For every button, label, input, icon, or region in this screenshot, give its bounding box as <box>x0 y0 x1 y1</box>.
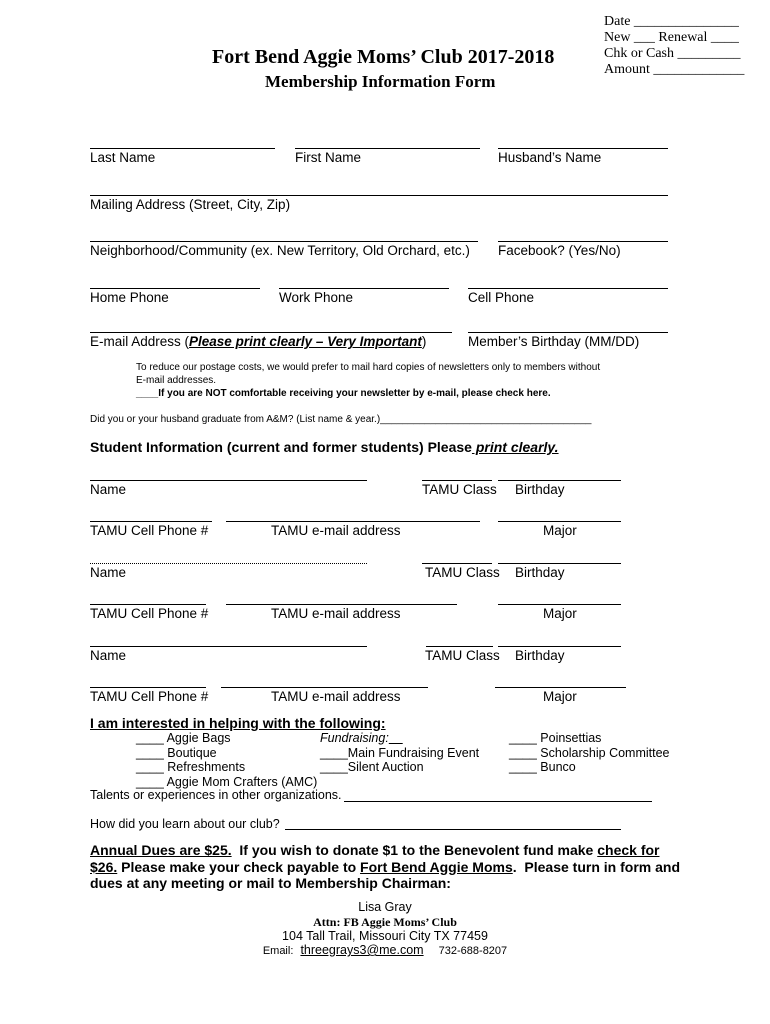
student3-name-label: Name <box>90 648 127 663</box>
chairman-email-link[interactable]: threegrays3@me.com <box>300 943 424 957</box>
last-name-line[interactable] <box>90 148 275 149</box>
payable-to: Fort Bend Aggie Moms <box>360 858 513 875</box>
student3-email-label: TAMU e-mail address <box>271 689 401 704</box>
facebook-line[interactable] <box>498 241 668 242</box>
how-learn-line[interactable] <box>285 829 621 830</box>
student3-birthday-line[interactable] <box>498 646 621 647</box>
student2-phone-label: TAMU Cell Phone # <box>90 606 209 621</box>
form-subtitle: Membership Information Form <box>265 72 496 91</box>
student2-name-line[interactable] <box>90 563 367 564</box>
office-new-renewal-field[interactable]: New ___ Renewal ____ <box>604 30 739 45</box>
interest-bunco[interactable]: ____ Bunco <box>509 760 576 774</box>
student2-email-label: TAMU e-mail address <box>271 606 401 621</box>
chairman-address: 104 Tall Trail, Missouri City TX 77459 <box>282 929 488 943</box>
mailing-address-label: Mailing Address (Street, City, Zip) <box>90 197 291 212</box>
newsletter-notice-line1: To reduce our postage costs, we would prefer to mail hard copies of newsletters only to members without <box>136 362 601 373</box>
chairman-attn: Attn: FB Aggie Moms’ Club <box>313 915 457 929</box>
mailing-address-line[interactable] <box>90 195 668 196</box>
student1-birthday-line[interactable] <box>498 480 621 481</box>
student2-email-line[interactable] <box>226 604 457 605</box>
work-phone-line[interactable] <box>279 288 449 289</box>
student1-major-line[interactable] <box>498 521 621 522</box>
student1-name-line[interactable] <box>90 480 367 481</box>
office-use-block <box>604 14 744 78</box>
office-date-field[interactable]: Date _______________ <box>604 14 739 29</box>
dues-paragraph: Annual Dues are $25. If you wish to donate $1 to the Benevolent fund make check for $26. Please make your check payable to Fort Bend Aggie Moms. Please turn in form and dues at any meeting or mail to Membership Chairman: <box>90 842 690 892</box>
student1-class-label: TAMU Class <box>422 482 497 497</box>
member-birthday-line[interactable] <box>468 332 668 333</box>
annual-dues: Annual Dues are $25. <box>90 842 232 858</box>
student3-class-line[interactable] <box>426 646 493 647</box>
first-name-line[interactable] <box>295 148 480 149</box>
fundraising-heading: Fundraising: <box>320 731 389 745</box>
first-name-label: First Name <box>295 150 362 165</box>
interest-aggie-mom-crafters[interactable]: ____ Aggie Mom Crafters (AMC) <box>136 774 318 789</box>
student3-email-line[interactable] <box>221 687 428 688</box>
interest-scholarship-committee[interactable]: ____ Scholarship Committee <box>509 745 670 760</box>
interest-silent-auction[interactable]: ____Silent Auction <box>320 760 424 774</box>
student1-phone-line[interactable] <box>90 521 212 522</box>
student3-phone-label: TAMU Cell Phone # <box>90 689 209 704</box>
graduate-question[interactable]: Did you or your husband graduate from A&M? (List name & year.)______________________________________ <box>90 414 592 425</box>
student3-major-label: Major <box>543 689 577 704</box>
student2-major-line[interactable] <box>498 604 621 605</box>
student-info-emphasis: print clearly. <box>471 439 559 455</box>
husbands-name-line[interactable] <box>498 148 668 149</box>
student1-name-label: Name <box>90 482 127 497</box>
newsletter-notice-line2: E-mail addresses. <box>136 375 217 386</box>
student2-major-label: Major <box>543 606 577 621</box>
how-learn-label: How did you learn about our club? <box>90 817 280 831</box>
student-info-heading: Student Information (current and former students) Please print clearly. <box>90 439 559 455</box>
student2-phone-line[interactable] <box>90 604 206 605</box>
student1-major-label: Major <box>543 523 577 538</box>
student2-birthday-line[interactable] <box>498 563 621 564</box>
chairman-name: Lisa Gray <box>358 900 412 914</box>
office-chk-cash-field[interactable]: Chk or Cash _________ <box>604 46 741 61</box>
fundraising-blank[interactable] <box>389 731 403 745</box>
interest-main-fundraising-event[interactable]: ____Main Fundraising Event <box>320 745 480 760</box>
interests-col3 <box>509 731 670 775</box>
email-line[interactable] <box>90 332 452 333</box>
husbands-name-label: Husband’s Name <box>498 150 602 165</box>
office-amount-field[interactable]: Amount _____________ <box>604 62 745 77</box>
interest-poinsettias[interactable]: ____ Poinsettias <box>509 731 602 745</box>
student1-email-label: TAMU e-mail address <box>271 523 401 538</box>
neighborhood-line[interactable] <box>90 241 478 242</box>
cell-phone-label: Cell Phone <box>468 290 535 305</box>
student3-birthday-label: Birthday <box>515 648 565 663</box>
student3-major-line[interactable] <box>495 687 626 688</box>
student3-class-label: TAMU Class <box>425 648 500 663</box>
interest-aggie-bags[interactable]: ____ Aggie Bags <box>136 731 231 745</box>
student2-class-label: TAMU Class <box>425 565 500 580</box>
student2-birthday-label: Birthday <box>515 565 565 580</box>
newsletter-optout-checkbox[interactable]: ____If you are NOT comfortable receiving your newsletter by e-mail, please check here. <box>136 388 551 399</box>
cell-phone-line[interactable] <box>468 288 668 289</box>
student3-phone-line[interactable] <box>90 687 206 688</box>
last-name-label: Last Name <box>90 150 156 165</box>
talents-line[interactable] <box>344 801 652 802</box>
interest-refreshments[interactable]: ____ Refreshments <box>136 760 246 774</box>
neighborhood-label: Neighborhood/Community (ex. New Territory, Old Orchard, etc.) <box>90 243 470 258</box>
chairman-contact-line <box>0 943 770 957</box>
student1-phone-label: TAMU Cell Phone # <box>90 523 209 538</box>
work-phone-label: Work Phone <box>279 290 354 305</box>
interests-col2 <box>320 731 479 775</box>
home-phone-label: Home Phone <box>90 290 169 305</box>
student1-email-line[interactable] <box>226 521 480 522</box>
member-birthday-label: Member’s Birthday (MM/DD) <box>468 334 640 349</box>
facebook-label: Facebook? (Yes/No) <box>498 243 621 258</box>
interests-col1 <box>136 731 317 789</box>
student3-name-line[interactable] <box>90 646 367 647</box>
student2-class-line[interactable] <box>422 563 492 564</box>
dues-line3: dues at any meeting or mail to Membership Chairman: <box>90 875 451 891</box>
home-phone-line[interactable] <box>90 288 260 289</box>
student1-class-line[interactable] <box>422 480 492 481</box>
student1-birthday-label: Birthday <box>515 482 565 497</box>
interest-boutique[interactable]: ____ Boutique <box>136 745 217 760</box>
email-emphasis: Please print clearly – Very Important <box>189 334 422 349</box>
student2-name-label: Name <box>90 565 127 580</box>
email-label: E-mail Address (Please print clearly – Very Important) <box>90 334 427 349</box>
form-title: Fort Bend Aggie Moms’ Club 2017-2018 <box>212 46 555 68</box>
talents-label: Talents or experiences in other organizations. <box>90 788 342 802</box>
interests-heading: I am interested in helping with the following: <box>90 715 386 731</box>
chairman-phone: 732-688-8207 <box>438 945 508 957</box>
email-label-text: Email: <box>262 945 294 957</box>
